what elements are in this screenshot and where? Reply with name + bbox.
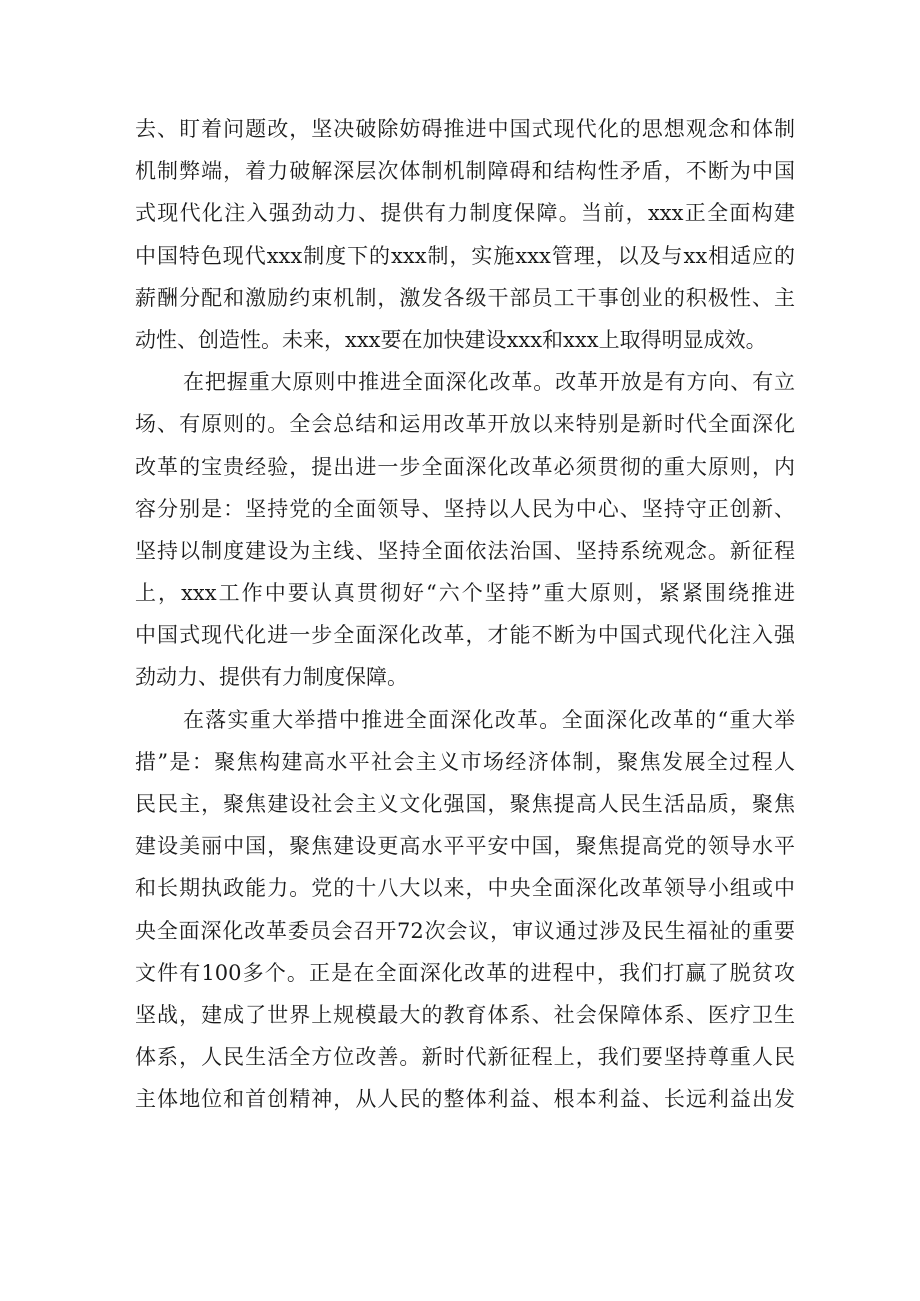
document-body — [135, 108, 795, 1121]
paragraph-1-line-4: 中国特色现代xxx制度下的xxx制，实施xxx管理，以及与xx相适应的 — [135, 243, 795, 268]
paragraph-2-line-8: 劲动力、提供有力制度保障。 — [135, 665, 408, 690]
paragraph-3-line-1: 在落实重大举措中推进全面深化改革。全面深化改革的“重大举 — [183, 707, 795, 732]
paragraph-2-line-4: 容分别是：坚持党的全面领导、坚持以人民为中心、坚持守正创新、 — [135, 496, 795, 521]
paragraph-2-line-3: 改革的宝贵经验，提出进一步全面深化改革必须贯彻的重大原则，内 — [135, 454, 795, 479]
paragraph-3-line-9: 体系，人民生活全方位改善。新时代新征程上，我们要坚持尊重人民 — [135, 1045, 795, 1070]
paragraph-2-line-2: 场、有原则的。全会总结和运用改革开放以来特别是新时代全面深化 — [135, 412, 795, 437]
paragraph-3-line-3: 民民主，聚焦建设社会主义文化强国，聚焦提高人民生活品质，聚焦 — [135, 792, 795, 816]
paragraph-3-line-10: 主体地位和首创精神，从人民的整体利益、根本利益、长远利益出发 — [135, 1087, 795, 1112]
paragraph-3-line-8: 坚战，建成了世界上规模最大的教育体系、社会保障体系、医疗卫生 — [135, 1002, 795, 1027]
paragraph-2-line-1: 在把握重大原则中推进全面深化改革。改革开放是有方向、有立 — [183, 370, 795, 395]
paragraph-3-line-7: 文件有100多个。正是在全面深化改革的进程中，我们打赢了脱贫攻 — [135, 960, 795, 985]
paragraph-1-line-1: 去、盯着问题改，坚决破除妨碍推进中国式现代化的思想观念和体制 — [135, 117, 795, 141]
paragraph-1-line-5: 薪酬分配和激励约束机制，激发各级干部员工干事创业的积极性、主 — [135, 285, 795, 310]
paragraph-2-line-6: 上，xxx工作中要认真贯彻好“六个坚持”重大原则，紧紧围绕推进 — [135, 581, 795, 606]
paragraph-1-line-2: 机制弊端，着力破解深层次体制机制障碍和结构性矛盾，不断为中国 — [135, 159, 795, 184]
paragraph-3-line-2: 措”是：聚焦构建高水平社会主义市场经济体制，聚焦发展全过程人 — [135, 749, 795, 774]
paragraph-1-line-6: 动性、创造性。未来，xxx要在加快建设xxx和xxx上取得明显成效。 — [135, 327, 767, 352]
paragraph-3-line-6: 央全面深化改革委员会召开72次会议，审议通过涉及民生福祉的重要 — [135, 918, 795, 943]
paragraph-3-line-4: 建设美丽中国，聚焦建设更高水平平安中国，聚焦提高党的领导水平 — [135, 834, 795, 859]
paragraph-3-line-5: 和长期执政能力。党的十八大以来，中央全面深化改革领导小组或中 — [135, 876, 795, 901]
paragraph-1-line-3: 式现代化注入强劲动力、提供有力制度保障。当前，xxx正全面构建 — [135, 201, 795, 226]
paragraph-2-line-7: 中国式现代化进一步全面深化改革，才能不断为中国式现代化注入强 — [135, 623, 795, 648]
paragraph-2-line-5: 坚持以制度建设为主线、坚持全面依法治国、坚持系统观念。新征程 — [135, 538, 795, 563]
